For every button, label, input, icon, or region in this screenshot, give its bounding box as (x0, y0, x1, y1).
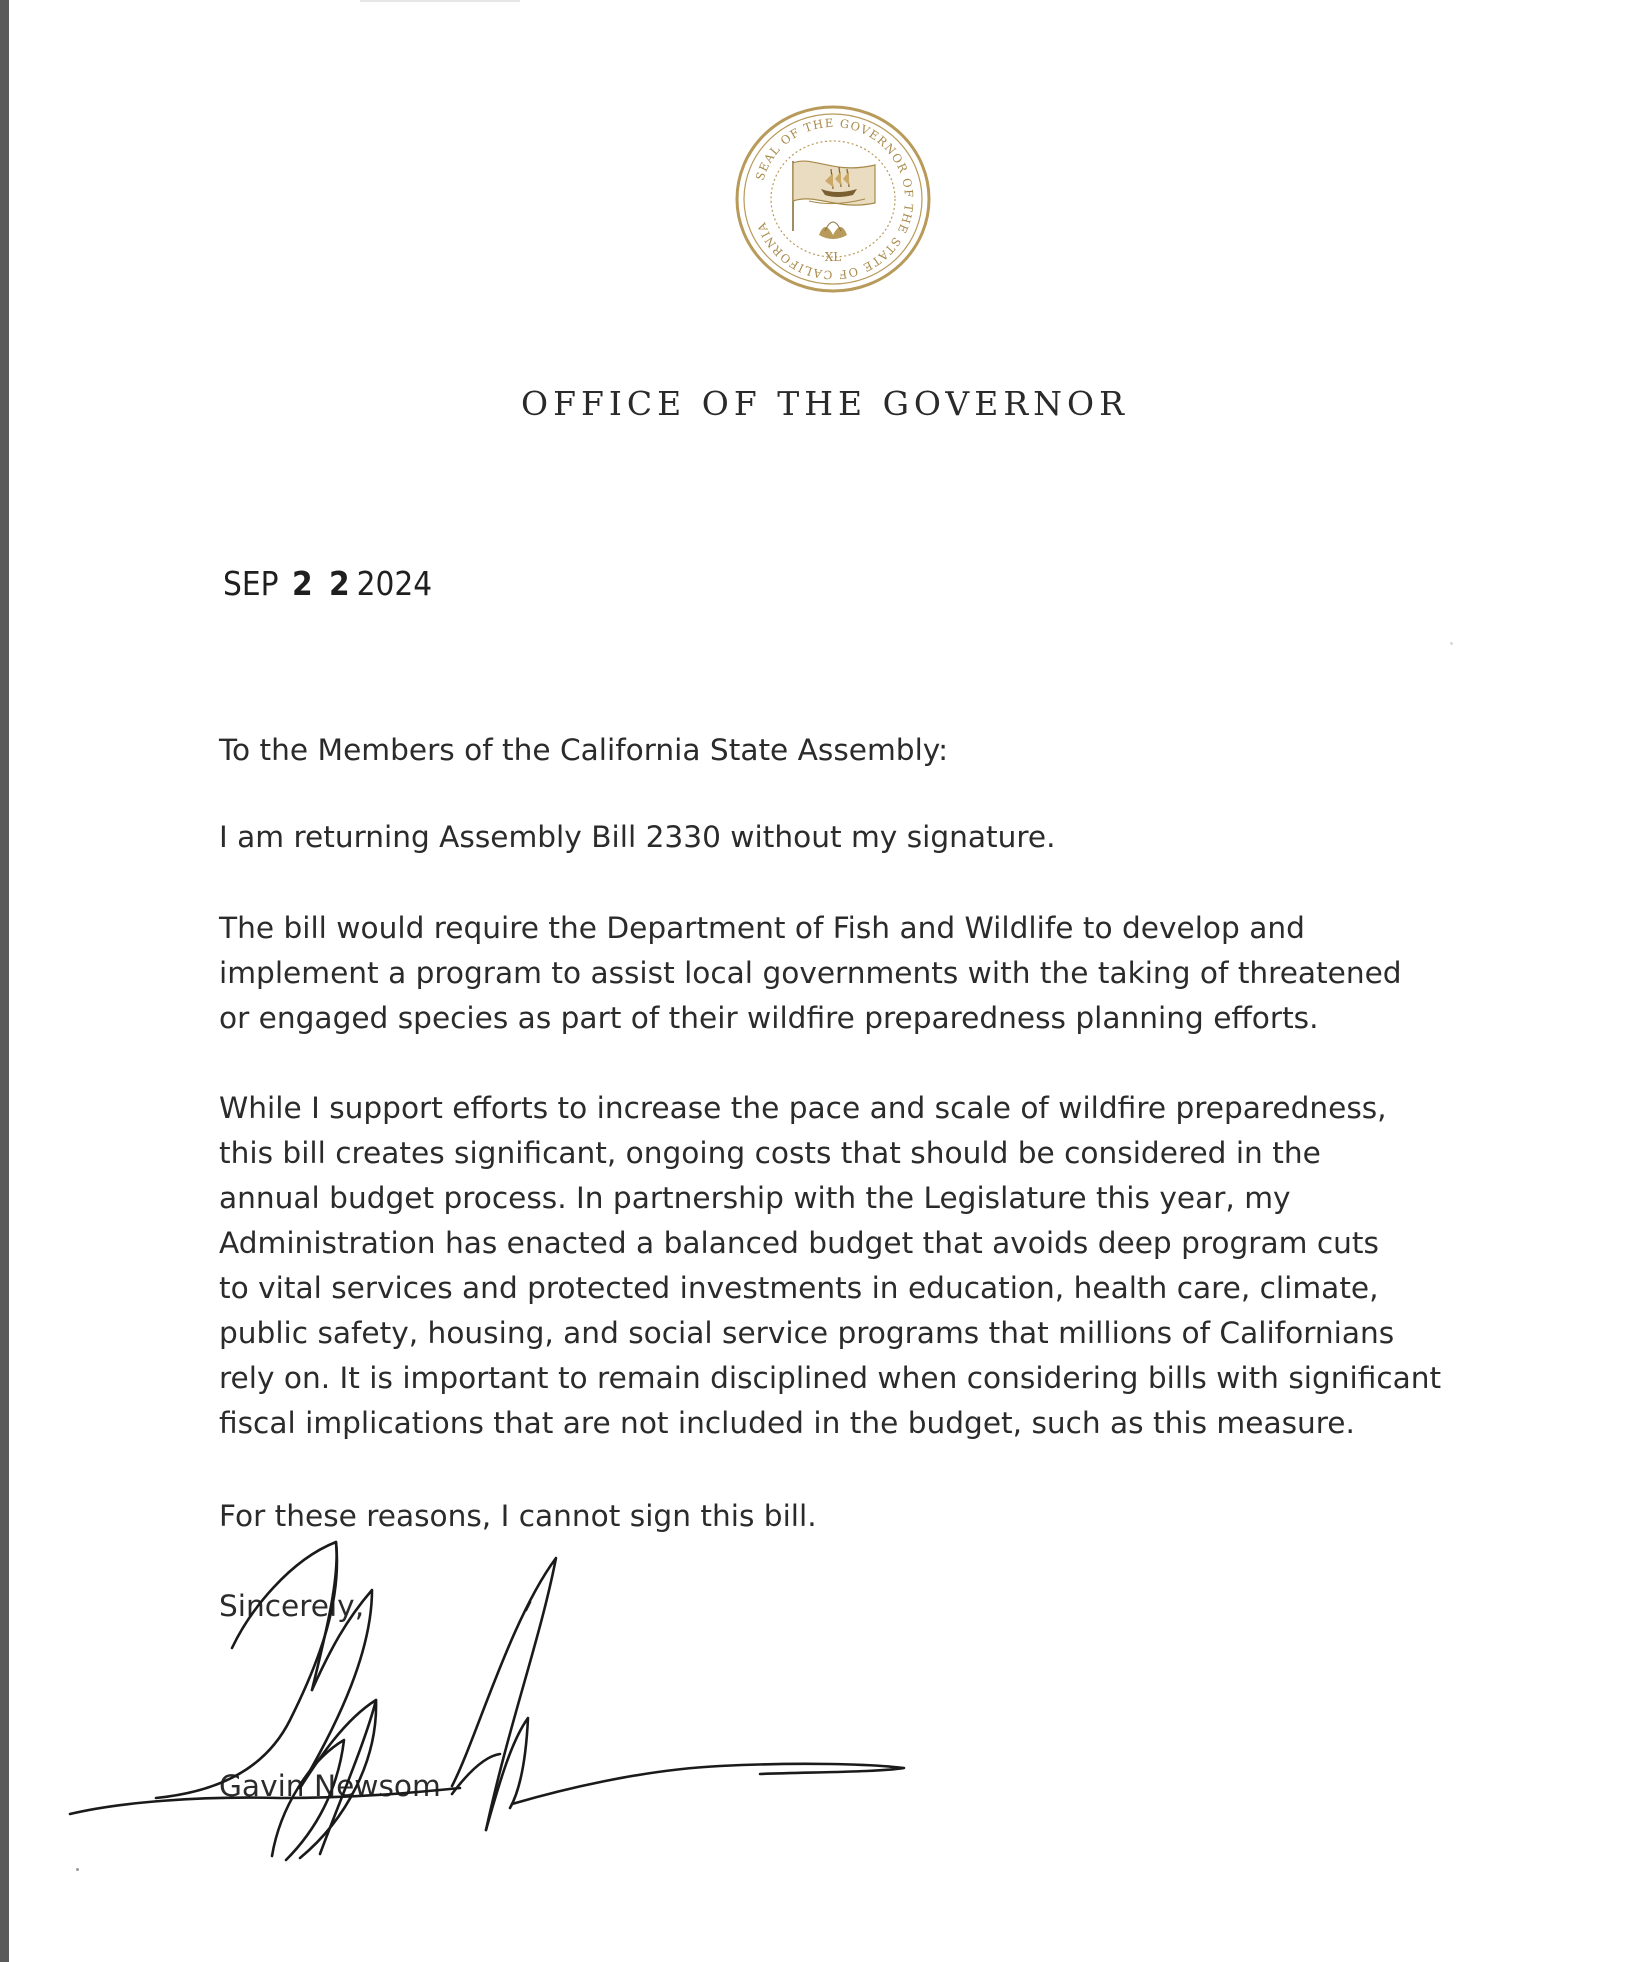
paragraph-line: to vital services and protected investments in education, health care, climate, (219, 1271, 1379, 1305)
paragraph-4 (219, 1494, 1489, 1539)
paragraph-line: The bill would require the Department of Fish and Wildlife to develop and (219, 911, 1305, 945)
scan-artifact (360, 0, 520, 2)
salutation: To the Members of the California State Assembly: (219, 733, 949, 767)
scan-page-edge (0, 0, 9, 1962)
seal-text-ring: SEAL OF THE GOVERNOR OF THE STATE OF CALIFORNIA (752, 115, 917, 283)
paragraph-line: this bill creates significant, ongoing costs that should be considered in the (219, 1136, 1321, 1170)
paragraph-3 (219, 1086, 1489, 1446)
scan-speck (76, 1868, 79, 1871)
paragraph-line: For these reasons, I cannot sign this bill. (219, 1499, 817, 1533)
paragraph-1 (219, 815, 1489, 860)
paragraph-line: I am returning Assembly Bill 2330 without my signature. (219, 820, 1056, 854)
date-stamp (223, 564, 432, 604)
office-title: OFFICE OF THE GOVERNOR (521, 384, 1129, 423)
paragraph-line: implement a program to assist local governments with the taking of threatened (219, 956, 1402, 990)
governor-seal (733, 103, 933, 295)
governor-seal-graphic (733, 103, 933, 295)
paragraph-line: rely on. It is important to remain disciplined when considering bills with significant (219, 1361, 1442, 1395)
date-year: 2024 (356, 564, 433, 603)
closing: Sincerely, (219, 1589, 365, 1623)
paragraph-line: Administration has enacted a balanced budget that avoids deep program cuts (219, 1226, 1379, 1260)
paragraph-line: public safety, housing, and social service programs that millions of Californians (219, 1316, 1395, 1350)
paragraph-line: While I support efforts to increase the pace and scale of wildfire preparedness, (219, 1091, 1387, 1125)
seal-roman-numeral: XL (824, 250, 842, 264)
date-day: 2 2 (291, 564, 353, 603)
signatory-name: Gavin Newsom (219, 1769, 441, 1803)
paragraph-line: or engaged species as part of their wildfire preparedness planning efforts. (219, 1001, 1319, 1035)
paragraph-line: fiscal implications that are not included in the budget, such as this measure. (219, 1406, 1355, 1440)
scan-speck (1450, 642, 1453, 645)
paragraph-line: annual budget process. In partnership with the Legislature this year, my (219, 1181, 1291, 1215)
paragraph-2 (219, 906, 1489, 1041)
date-month: SEP (223, 564, 279, 603)
